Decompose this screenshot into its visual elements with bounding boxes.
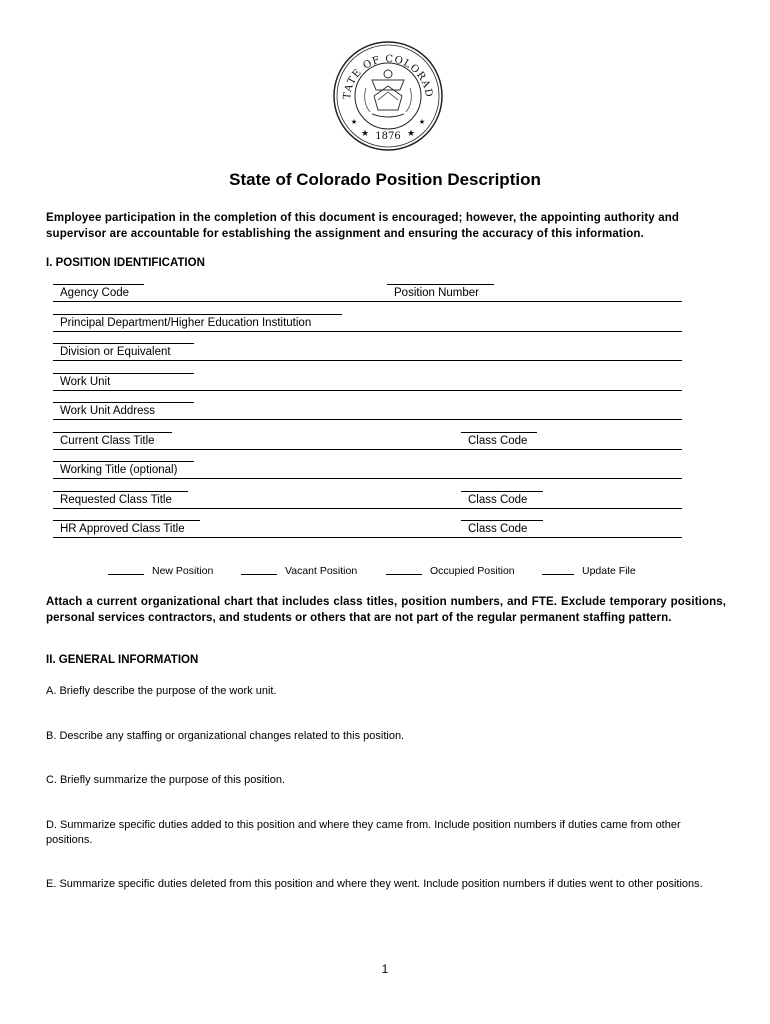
class-code-1-blank[interactable]: [461, 432, 537, 433]
new-position-blank[interactable]: [108, 574, 144, 575]
current-class-row: [53, 427, 682, 450]
page-title: State of Colorado Position Description: [229, 170, 541, 189]
class-code-3-label: Class Code: [468, 523, 528, 535]
class-code-2-label: Class Code: [468, 494, 528, 506]
new-position-option[interactable]: [108, 565, 213, 577]
working-title-label: Working Title (optional): [60, 464, 178, 476]
working-title-row: [53, 456, 682, 479]
hr-approved-class-title-label: HR Approved Class Title: [60, 523, 185, 535]
requested-class-row: [53, 486, 682, 509]
state-seal: [332, 40, 444, 152]
colorado-seal-icon: [332, 40, 444, 152]
work-unit-blank[interactable]: [53, 373, 194, 374]
division-label: Division or Equivalent: [60, 346, 171, 358]
vacant-position-option[interactable]: [241, 565, 357, 577]
principal-department-label: Principal Department/Higher Education Institution: [60, 317, 312, 329]
update-file-option[interactable]: [542, 565, 636, 577]
requested-class-title-blank[interactable]: [53, 491, 188, 492]
division-blank[interactable]: [53, 343, 194, 344]
svg-text:★: ★: [360, 128, 370, 138]
question-e: E. Summarize specific duties deleted from this position and where they went. Include position numbers if duties went to other positions.: [46, 878, 703, 890]
hr-approved-class-row: [53, 515, 682, 538]
work-unit-row: [53, 368, 682, 391]
current-class-title-blank[interactable]: [53, 432, 172, 433]
vacant-position-blank[interactable]: [241, 574, 277, 575]
vacant-position-label: Vacant Position: [285, 565, 358, 577]
occupied-position-blank[interactable]: [386, 574, 422, 575]
position-number-label: Position Number: [394, 287, 480, 299]
occupied-position-option[interactable]: [386, 565, 515, 577]
principal-department-row: [53, 309, 682, 332]
svg-text:★: ★: [350, 119, 358, 126]
page-number: 1: [381, 962, 389, 976]
occupied-position-label: Occupied Position: [430, 565, 515, 577]
hr-approved-class-title-blank[interactable]: [53, 520, 200, 521]
svg-text:★: ★: [406, 128, 416, 138]
question-b: B. Describe any staffing or organizational changes related to this position.: [46, 730, 405, 742]
principal-department-blank[interactable]: [53, 314, 342, 315]
agency-code-label: Agency Code: [60, 287, 130, 299]
svg-text:STATE OF COLORADO: TATE OF COLORAD: [341, 53, 435, 100]
question-d: D. Summarize specific duties added to this position and where they came from. Include position numbers if duties came from other positions.: [46, 819, 681, 846]
work-unit-address-row: [53, 397, 682, 420]
update-file-label: Update File: [582, 565, 636, 577]
work-unit-address-blank[interactable]: [53, 402, 194, 403]
question-a: A. Briefly describe the purpose of the work unit.: [46, 685, 277, 697]
attach-note: Attach a current organizational chart that includes class titles, position numbers, and FTE. Exclude temporary positions, personal services contractors, and students or others that are not part of the regular permanent staffing pattern.: [46, 596, 726, 624]
question-c: C. Briefly summarize the purpose of this position.: [46, 774, 286, 786]
svg-text:★: ★: [418, 119, 426, 126]
class-code-1-label: Class Code: [468, 435, 528, 447]
new-position-label: New Position: [152, 565, 214, 577]
working-title-blank[interactable]: [53, 461, 194, 462]
svg-text:1876: 1876: [375, 131, 401, 142]
work-unit-address-label: Work Unit Address: [60, 405, 156, 417]
position-number-blank[interactable]: [387, 284, 494, 285]
class-code-2-blank[interactable]: [461, 491, 543, 492]
work-unit-label: Work Unit: [60, 376, 111, 388]
update-file-blank[interactable]: [542, 574, 574, 575]
section1-heading: I. POSITION IDENTIFICATION: [46, 257, 205, 269]
requested-class-title-label: Requested Class Title: [60, 494, 172, 506]
class-code-3-blank[interactable]: [461, 520, 543, 521]
agency-code-row: [53, 279, 682, 302]
division-row: [53, 338, 682, 361]
current-class-title-label: Current Class Title: [60, 435, 155, 447]
agency-code-blank[interactable]: [53, 284, 144, 285]
intro-paragraph: Employee participation in the completion of this document is encouraged; however, the appointing authority and supervisor are accountable for establishing the assignment and ensuring the accuracy of this information.: [46, 212, 680, 240]
section2-heading: II. GENERAL INFORMATION: [46, 654, 199, 666]
